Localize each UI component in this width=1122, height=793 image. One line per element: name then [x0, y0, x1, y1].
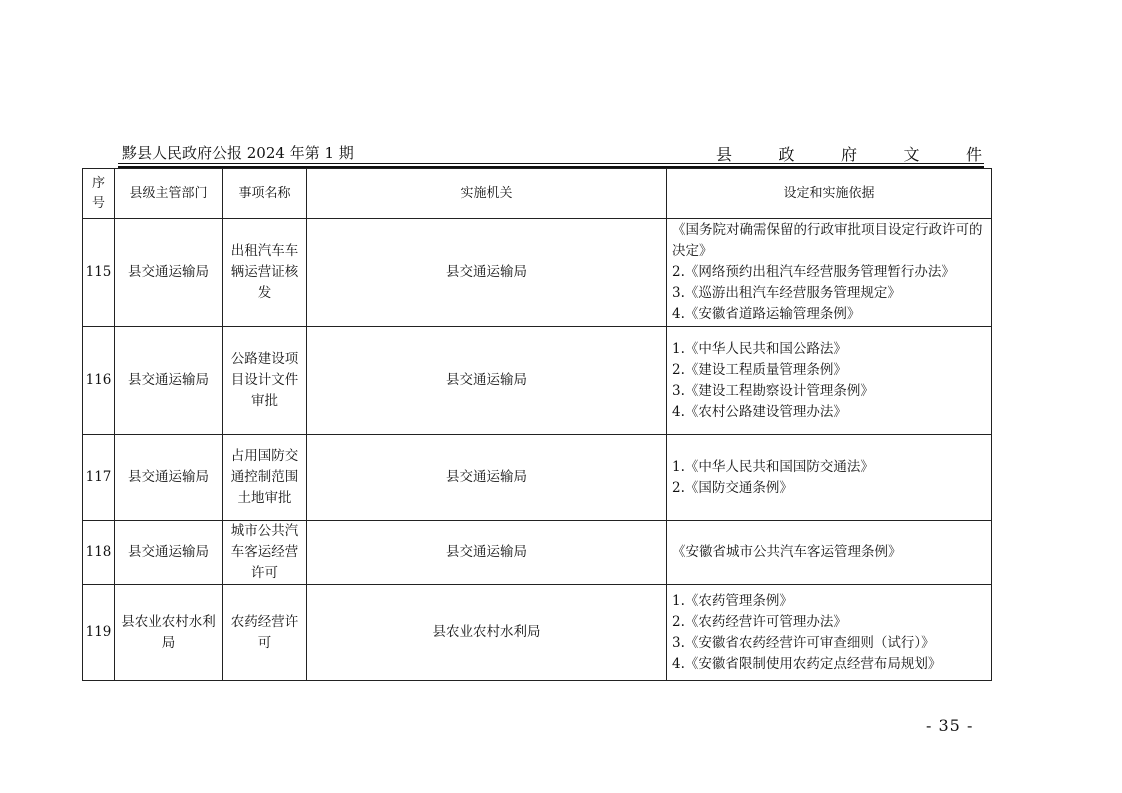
basis-line: 2.《网络预约出租汽车经营服务管理暂行办法》: [672, 264, 955, 280]
cell-basis: [667, 521, 992, 585]
column-header-dept: 县级主管部门: [115, 169, 223, 219]
cell-item: 城市公共汽车客运经营许可: [223, 521, 307, 585]
cell-agency: 县交通运输局: [307, 521, 667, 585]
section-title-char: 政: [778, 145, 795, 164]
cell-agency: 县交通运输局: [307, 435, 667, 521]
cell-basis: [667, 435, 992, 521]
header-rule-thin: [118, 163, 984, 164]
cell-basis: [667, 585, 992, 681]
gazette-title: 黟县人民政府公报 2024 年第 1 期: [122, 144, 354, 162]
approval-items-table: [82, 168, 992, 681]
table-row: [83, 521, 992, 585]
basis-line: 2.《农药经营许可管理办法》: [672, 613, 847, 630]
cell-seq: 119: [83, 585, 115, 681]
basis-line: 《安徽省城市公共汽车客运管理条例》: [672, 544, 902, 560]
basis-line: 1.《中华人民共和国公路法》: [672, 340, 847, 357]
cell-dept: 县交通运输局: [115, 327, 223, 435]
table-row: [83, 585, 992, 681]
basis-line: 3.《安徽省农药经营许可审查细则（试行）》: [672, 634, 935, 651]
cell-agency: 县交通运输局: [307, 219, 667, 327]
cell-seq: 118: [83, 521, 115, 585]
section-title-char: 府: [840, 145, 857, 164]
basis-line: 3.《巡游出租汽车经营服务管理规定》: [672, 285, 901, 301]
basis-line: 4.《安徽省道路运输管理条例》: [672, 306, 861, 322]
column-header-seq: 序号: [83, 169, 115, 219]
cell-dept: 县交通运输局: [115, 521, 223, 585]
basis-line: 4.《安徽省限制使用农药定点经营布局规划》: [672, 655, 942, 672]
cell-item: 公路建设项目设计文件审批: [223, 327, 307, 435]
cell-item: 占用国防交通控制范围土地审批: [223, 435, 307, 521]
cell-item: 出租汽车车辆运营证核发: [223, 219, 307, 327]
column-header-agency: 实施机关: [307, 169, 667, 219]
basis-line: 4.《农村公路建设管理办法》: [672, 403, 847, 420]
cell-basis: [667, 327, 992, 435]
cell-seq: 115: [83, 219, 115, 327]
basis-line: 2.《国防交通条例》: [672, 479, 793, 496]
section-title-char: 件: [965, 145, 982, 164]
table-row: [83, 435, 992, 521]
page-header: [118, 140, 984, 164]
basis-line: 1.《中华人民共和国国防交通法》: [672, 458, 874, 475]
cell-dept: 县农业农村水利局: [115, 585, 223, 681]
page-number: - 35 -: [926, 716, 974, 735]
basis-line: 2.《建设工程质量管理条例》: [672, 361, 847, 378]
cell-basis: [667, 219, 992, 327]
section-title-char: 县: [716, 145, 733, 164]
column-header-item: 事项名称: [223, 169, 307, 219]
cell-agency: 县农业农村水利局: [307, 585, 667, 681]
cell-seq: 117: [83, 435, 115, 521]
cell-dept: 县交通运输局: [115, 435, 223, 521]
section-title: [716, 142, 982, 165]
cell-item: 农药经营许可: [223, 585, 307, 681]
basis-line: 1.《农药管理条例》: [672, 592, 793, 609]
basis-line: 《国务院对确需保留的行政审批项目设定行政许可的决定》: [672, 222, 983, 259]
table-row: [83, 327, 992, 435]
cell-dept: 县交通运输局: [115, 219, 223, 327]
cell-agency: 县交通运输局: [307, 327, 667, 435]
section-title-char: 文: [903, 145, 920, 164]
column-header-basis: 设定和实施依据: [667, 169, 992, 219]
basis-line: 3.《建设工程勘察设计管理条例》: [672, 382, 874, 399]
table-row: [83, 219, 992, 327]
table-header-row: [83, 169, 992, 219]
cell-seq: 116: [83, 327, 115, 435]
